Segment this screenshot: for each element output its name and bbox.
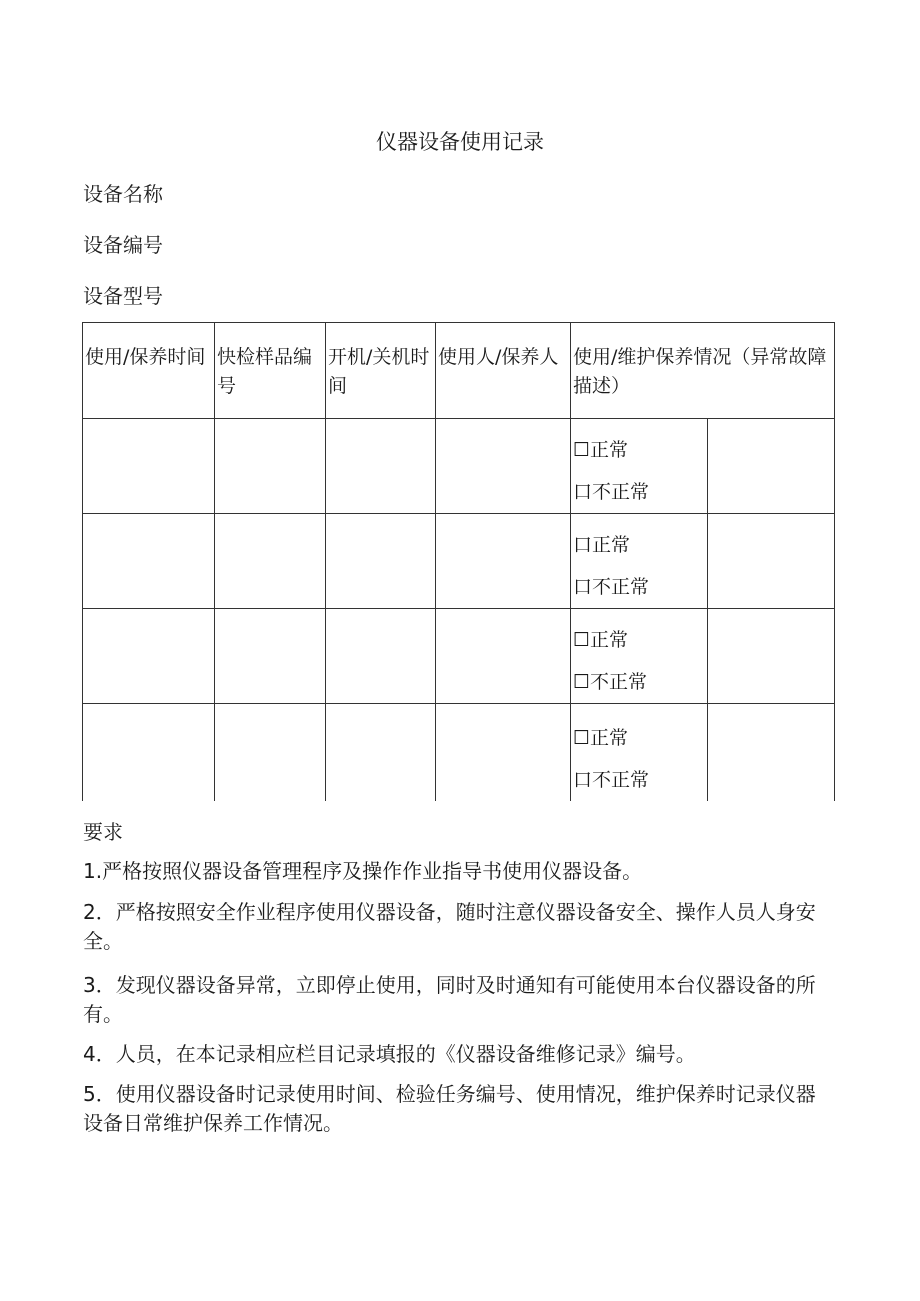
header-sample-number: 快检样品编号 (215, 323, 326, 419)
cell-fault-description[interactable] (708, 704, 835, 802)
cell-use-time[interactable] (83, 609, 215, 704)
checkbox-abnormal[interactable]: 口不正常 (573, 576, 650, 598)
checkbox-normal[interactable]: 口正常 (573, 534, 631, 556)
cell-fault-description[interactable] (708, 609, 835, 704)
cell-sample-number[interactable] (215, 704, 326, 802)
cell-use-time[interactable] (83, 704, 215, 802)
cell-status-check (571, 419, 708, 514)
checkbox-abnormal[interactable]: 口不正常 (573, 481, 650, 503)
checkbox-normal[interactable]: ☐正常 (573, 727, 629, 749)
checkbox-abnormal[interactable]: 口不正常 (573, 769, 650, 791)
cell-status-check (571, 609, 708, 704)
requirement-item: 1.严格按照仪器设备管理程序及操作作业指导书使用仪器设备。 (83, 859, 643, 883)
field-device-model: 设备型号 (83, 284, 163, 308)
cell-on-off-time[interactable] (326, 704, 436, 802)
header-user: 使用人/保养人 (436, 323, 571, 419)
cell-user[interactable] (436, 704, 571, 802)
checkbox-normal[interactable]: ☐正常 (573, 629, 629, 651)
checkbox-abnormal[interactable]: ☐不正常 (573, 671, 648, 693)
cell-user[interactable] (436, 514, 571, 609)
cell-user[interactable] (436, 609, 571, 704)
table-row (83, 609, 835, 704)
table-row (83, 419, 835, 514)
cell-on-off-time[interactable] (326, 514, 436, 609)
cell-fault-description[interactable] (708, 419, 835, 514)
cell-sample-number[interactable] (215, 609, 326, 704)
cell-use-time[interactable] (83, 514, 215, 609)
table-row (83, 514, 835, 609)
page-title: 仪器设备使用记录 (376, 130, 544, 154)
cell-sample-number[interactable] (215, 419, 326, 514)
cell-on-off-time[interactable] (326, 419, 436, 514)
checkbox-normal[interactable]: ☐正常 (573, 439, 629, 461)
header-status: 使用/维护保养情况（异常故障描述） (571, 323, 835, 419)
cell-on-off-time[interactable] (326, 609, 436, 704)
cell-use-time[interactable] (83, 419, 215, 514)
table-header-row (83, 323, 835, 419)
cell-status-check (571, 704, 708, 802)
requirement-item: 3．发现仪器设备异常，立即停止使用，同时及时通知有可能使用本台仪器设备的所有。 (83, 973, 816, 1026)
cell-fault-description[interactable] (708, 514, 835, 609)
requirement-item: 2．严格按照安全作业程序使用仪器设备，随时注意仪器设备安全、操作人员人身安全。 (83, 900, 816, 953)
cell-status-check (571, 514, 708, 609)
requirement-item: 4．人员，在本记录相应栏目记录填报的《仪器设备维修记录》编号。 (83, 1042, 696, 1066)
header-on-off-time: 开机/关机时间 (326, 323, 436, 419)
field-device-name: 设备名称 (83, 182, 163, 206)
requirement-item: 5．使用仪器设备时记录使用时间、检验任务编号、使用情况，维护保养时记录仪器设备日常维护保养工作情况。 (83, 1082, 816, 1135)
usage-record-table (82, 322, 835, 801)
requirements-heading: 要求 (83, 820, 123, 844)
cell-sample-number[interactable] (215, 514, 326, 609)
table-row (83, 704, 835, 802)
field-device-number: 设备编号 (83, 233, 163, 257)
header-use-time: 使用/保养时间 (83, 323, 215, 419)
cell-user[interactable] (436, 419, 571, 514)
